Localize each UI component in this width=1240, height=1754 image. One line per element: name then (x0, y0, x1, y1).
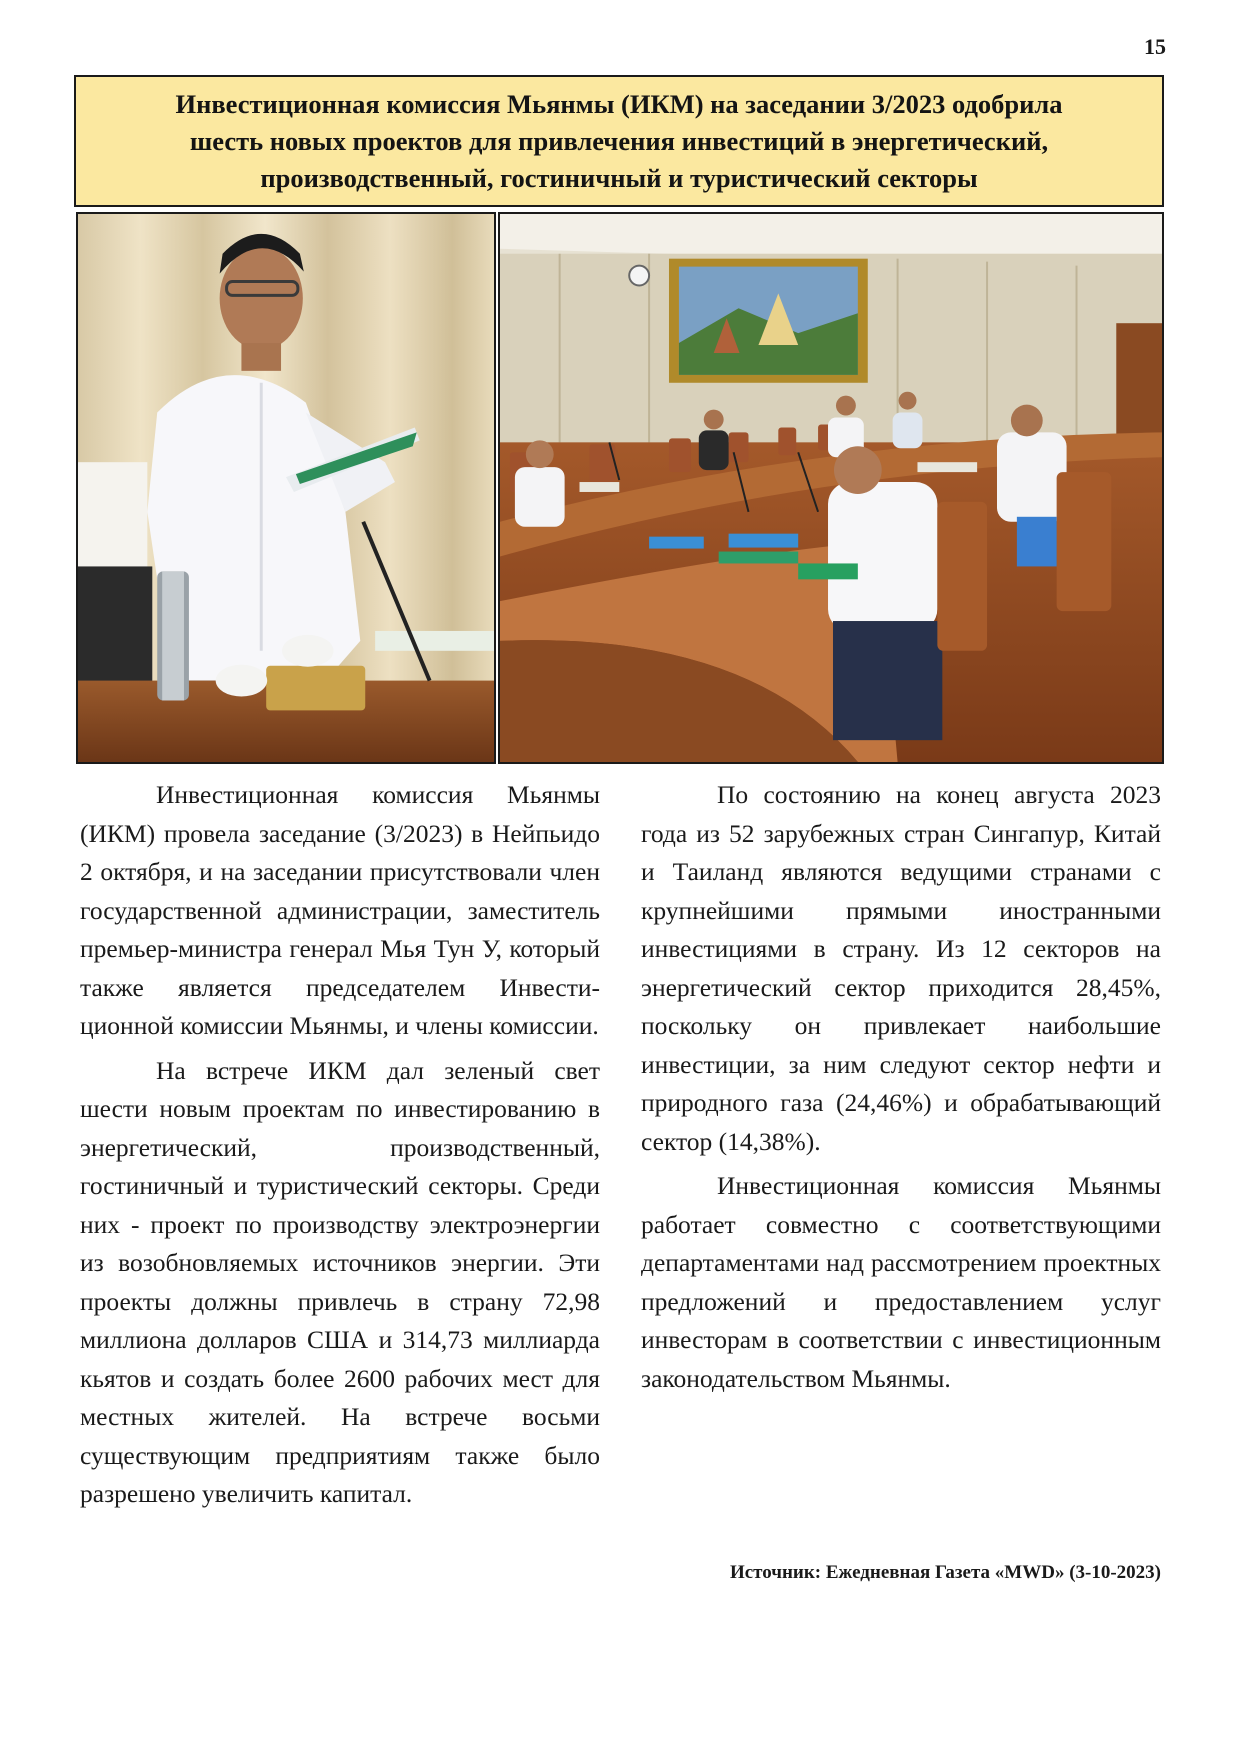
headline-line-1: Инвестиционная комиссия Мьянмы (ИКМ) на заседании 3/2023 одобрила (175, 88, 1063, 119)
article-right-column (641, 776, 1161, 1398)
meeting-room-photo (498, 212, 1164, 764)
source-citation: Источник: Ежедневная Газета «MWD» (3-10-2023) (729, 1562, 1161, 1583)
speaker-photo (76, 212, 496, 764)
article-left-column (80, 776, 600, 1514)
article-paragraph: По состоянию на конец августа 2023 года из 52 зарубежных стран Сингапур, Китай и Таиланд являются ведущими странами с крупнейшими прямыми иностранными инвестициями в страну. Из 12 секторов на энергетический сектор приходится 28,45%, поскольку он привлекает наибольшие инвестиции, за ним следуют сектор нефти и природного газа (24,46%) и обрабатывающий сектор (14,38%). (641, 780, 1161, 1156)
article-paragraph: Инвестиционная комиссия Мьянмы работает совместно с соответствующими департаментами над рассмотрением проектных предложений и предоставлением услуг инвесторам в соответствии с инвестиционным законодательством Мьянмы. (641, 1171, 1161, 1393)
article-paragraph: Инвестиционная комиссия Мьянмы (ИКМ) провела заседание (3/2023) в Нейпьидо 2 октября, и на заседании присутствовали член государственной администрации, заместитель премьер-министра генерал Мья Тун У, который также является председателем Инвестиционной комиссии Мьянмы, и члены комиссии. (80, 780, 600, 1040)
headline-box (74, 75, 1164, 207)
headline-line-2: шесть новых проектов для привлечения инвестиций в энергетический, (189, 125, 1049, 156)
page-number: 15 (1144, 34, 1166, 59)
headline-line-3: производственный, гостиничный и туристический секторы (260, 162, 978, 193)
speaker-photo-illustration (78, 214, 494, 762)
meeting-room-illustration (500, 214, 1162, 762)
article-paragraph: На встрече ИКМ дал зеленый свет шести новым проектам по инвестированию в энергетический, производственный, гостиничный и туристический секторы. Среди них - проект по производству электроэнергии из возобновляемых источников энергии. Эти проекты должны привлечь в страну 72,98 миллиона долларов США и 314,73 миллиарда кьятов и создать более 2600 рабочих мест для местных жителей. На встрече восьми существующим предприятиям также было разрешено увеличить капитал. (80, 1055, 600, 1508)
